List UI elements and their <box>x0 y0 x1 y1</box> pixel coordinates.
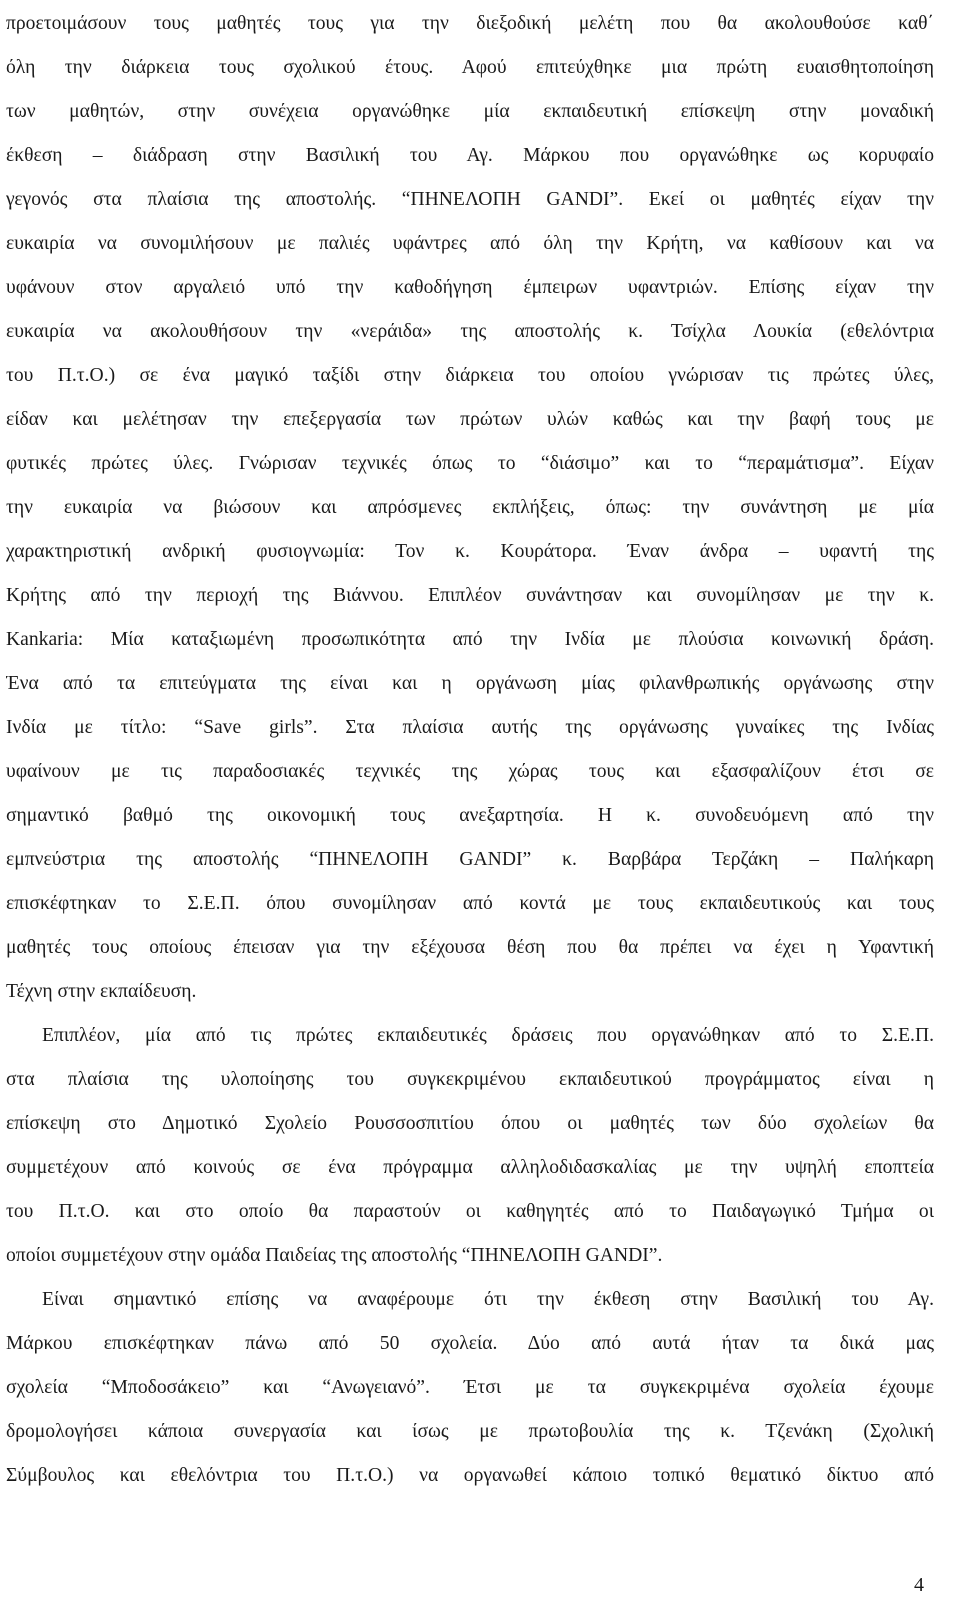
body-text <box>6 2 934 1498</box>
text-line: φυτικές πρώτες ύλες. Γνώρισαν τεχνικές όπως το “διάσιμο” και το “περαμάτισμα”. Είχαν <box>6 453 934 474</box>
text-line: δρομολογήσει κάποια συνεργασία και ίσως με πρωτοβουλία της κ. Τζενάκη (Σχολική <box>6 1421 934 1442</box>
text-line: Ένα από τα επιτεύγματα της είναι και η οργάνωση μίας φιλανθρωπικής οργάνωσης στην <box>6 673 934 694</box>
text-line: του Π.τ.Ο. και στο οποίο θα παραστούν οι καθηγητές από το Παιδαγωγικό Τμήμα οι <box>6 1201 934 1222</box>
page-number: 4 <box>914 1574 924 1596</box>
text-line: ευκαιρία να συνομιλήσουν με παλιές υφάντρες από όλη την Κρήτη, να καθίσουν και να <box>6 233 934 254</box>
text-line: προετοιμάσουν τους μαθητές τους για την διεξοδική μελέτη που θα ακολουθούσε καθ΄ <box>6 13 934 34</box>
text-line: Είναι σημαντικό επίσης να αναφέρουμε ότι την έκθεση στην Βασιλική του Αγ. <box>42 1289 934 1310</box>
text-line: οποίοι συμμετέχουν στην ομάδα Παιδείας της αποστολής “ΠΗΝΕΛΟΠΗ GANDI”. <box>6 1245 663 1266</box>
text-line: επίσκεψη στο Δημοτικό Σχολείο Ρουσσοσπιτίου όπου οι μαθητές των δύο σχολείων θα <box>6 1113 934 1134</box>
text-line: σχολεία “Μποδοσάκειο” και “Ανωγειανό”. Έτσι με τα συγκεκριμένα σχολεία έχουμε <box>6 1377 934 1398</box>
text-line: Τέχνη στην εκπαίδευση. <box>6 981 197 1002</box>
text-line: έκθεση – διάδραση στην Βασιλική του Αγ. Μάρκου που οργανώθηκε ως κορυφαίο <box>6 145 934 166</box>
text-line: όλη την διάρκεια τους σχολικού έτους. Αφού επιτεύχθηκε μια πρώτη ευαισθητοποίηση <box>6 57 934 78</box>
text-line: εμπνεύστρια της αποστολής “ΠΗΝΕΛΟΠΗ GANDI” κ. Βαρβάρα Τερζάκη – Παλήκαρη <box>6 849 934 870</box>
text-line: Kankaria: Μία καταξιωμένη προσωπικότητα από την Ινδία με πλούσια κοινωνική δράση. <box>6 629 934 650</box>
text-line: σημαντικό βαθμό της οικονομική τους ανεξαρτησία. Η κ. συνοδευόμενη από την <box>6 805 934 826</box>
text-line: συμμετέχουν από κοινούς σε ένα πρόγραμμα αλληλοδιδασκαλίας με την υψηλή εποπτεία <box>6 1157 934 1178</box>
text-line: Ινδία με τίτλο: “Save girls”. Στα πλαίσια αυτής της οργάνωσης γυναίκες της Ινδίας <box>6 717 934 738</box>
text-line: υφάνουν στον αργαλειό υπό την καθοδήγηση έμπειρων υφαντριών. Επίσης είχαν την <box>6 277 934 298</box>
text-line: χαρακτηριστική ανδρική φυσιογνωμία: Τον κ. Κουράτορα. Έναν άνδρα – υφαντή της <box>6 541 934 562</box>
text-line: Κρήτης από την περιοχή της Βιάννου. Επιπλέον συνάντησαν και συνομίλησαν με την κ. <box>6 585 934 606</box>
text-line: υφαίνουν με τις παραδοσιακές τεχνικές της χώρας τους και εξασφαλίζουν έτσι σε <box>6 761 934 782</box>
text-line: στα πλαίσια της υλοποίησης του συγκεκριμένου εκπαιδευτικού προγράμματος είναι η <box>6 1069 934 1090</box>
text-line: την ευκαιρία να βιώσουν και απρόσμενες εκπλήξεις, όπως: την συνάντηση με μία <box>6 497 934 518</box>
text-line: των μαθητών, στην συνέχεια οργανώθηκε μία εκπαιδευτική επίσκεψη στην μοναδική <box>6 101 934 122</box>
text-line: μαθητές τους οποίους έπεισαν για την εξέχουσα θέση που θα πρέπει να έχει η Υφαντική <box>6 937 934 958</box>
text-line: επισκέφτηκαν το Σ.Ε.Π. όπου συνομίλησαν από κοντά με τους εκπαιδευτικούς και τους <box>6 893 934 914</box>
text-line: είδαν και μελέτησαν την επεξεργασία των πρώτων υλών καθώς και την βαφή τους με <box>6 409 934 430</box>
text-line: γεγονός στα πλαίσια της αποστολής. “ΠΗΝΕΛΟΠΗ GANDI”. Εκεί οι μαθητές είχαν την <box>6 189 934 210</box>
paragraph <box>6 2 934 1014</box>
text-line: Μάρκου επισκέφτηκαν πάνω από 50 σχολεία. Δύο από αυτά ήταν τα δικά μας <box>6 1333 934 1354</box>
paragraph <box>6 1014 934 1278</box>
text-line: ευκαιρία να ακολουθήσουν την «νεράιδα» της αποστολής κ. Τσίχλα Λουκία (εθελόντρια <box>6 321 934 342</box>
text-line: Σύμβουλος και εθελόντρια του Π.τ.Ο.) να οργανωθεί κάποιο τοπικό θεματικό δίκτυο από <box>6 1465 934 1486</box>
text-line: του Π.τ.Ο.) σε ένα μαγικό ταξίδι στην διάρκεια του οποίου γνώρισαν τις πρώτες ύλες, <box>6 365 934 386</box>
paragraph <box>6 1278 934 1498</box>
text-line: Επιπλέον, μία από τις πρώτες εκπαιδευτικές δράσεις που οργανώθηκαν από το Σ.Ε.Π. <box>42 1025 934 1046</box>
